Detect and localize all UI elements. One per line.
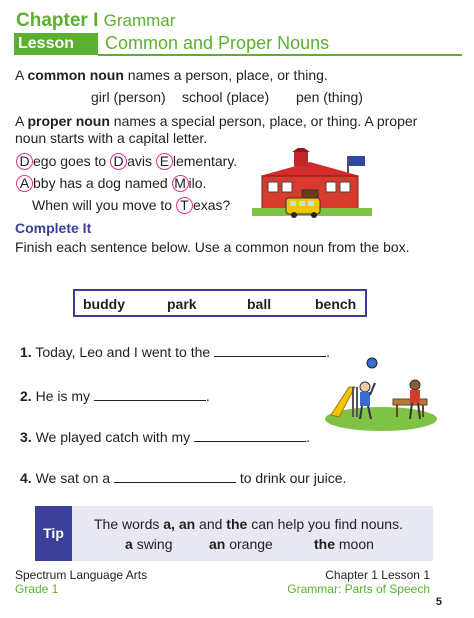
sentence-text: ego goes to <box>33 153 107 169</box>
exercise-item-1 <box>20 344 330 360</box>
footer-right-2: Grammar: Parts of Speech <box>287 582 430 596</box>
tip-bold: the <box>226 516 248 532</box>
capital-circle: E <box>156 153 173 170</box>
capital-circle: A <box>16 175 33 192</box>
school-illustration <box>252 148 372 223</box>
lesson-title: Common and Proper Nouns <box>105 33 330 53</box>
tip-label: Tip <box>35 506 72 561</box>
section-heading: Complete It <box>15 220 92 236</box>
tip-line-1 <box>94 516 403 532</box>
answer-blank[interactable] <box>94 388 206 401</box>
answer-blank[interactable] <box>114 470 236 483</box>
item-number: 4. <box>20 470 32 486</box>
item-text: We played catch with my <box>35 429 191 445</box>
tip-text: and <box>199 516 223 532</box>
capital-circle: M <box>172 175 189 192</box>
sentence-text: avis <box>127 153 152 169</box>
footer-right-1: Chapter 1 Lesson 1 <box>325 568 430 582</box>
proper-noun-definition <box>15 113 417 129</box>
capital-circle: T <box>176 197 193 214</box>
common-noun-definition <box>15 67 328 83</box>
example-sentence-2 <box>16 175 206 192</box>
example-3: pen (thing) <box>296 89 363 105</box>
def-text: A <box>15 113 24 129</box>
word-box-item: buddy <box>83 296 125 312</box>
tip-bold: a <box>125 536 133 552</box>
park-illustration <box>325 357 437 433</box>
sentence-text: bby has a dog named <box>33 175 168 191</box>
chapter-topic: Grammar <box>103 11 176 30</box>
proper-noun-definition-line2: noun starts with a capital letter. <box>15 130 208 146</box>
sentence-text: When will you move to <box>32 197 173 213</box>
example-sentence-1 <box>16 153 237 170</box>
def-text: names a person, place, or thing. <box>127 67 328 83</box>
tip-text: can help you find nouns. <box>251 516 403 532</box>
term-proper-noun: proper noun <box>27 113 110 129</box>
tip-box <box>72 506 433 561</box>
tip-text: moon <box>338 536 374 552</box>
footer-left-1: Spectrum Language Arts <box>15 568 148 582</box>
example-sentence-3 <box>32 197 230 214</box>
word-box-item: park <box>167 296 197 312</box>
tip-example-1 <box>125 536 172 552</box>
exercise-item-4 <box>20 470 346 486</box>
def-text: names a special person, place, or thing. A proper <box>113 113 418 129</box>
tip-example-3 <box>314 536 374 552</box>
exercise-item-3 <box>20 429 310 445</box>
def-text: A <box>15 67 24 83</box>
tip-example-2 <box>209 536 273 552</box>
word-box-item: bench <box>315 296 357 312</box>
tip-bold: an <box>209 536 226 552</box>
term-common-noun: common noun <box>27 67 124 83</box>
item-end: . <box>306 429 310 445</box>
capital-circle: D <box>16 153 33 170</box>
chapter-header <box>16 10 175 32</box>
exercise-item-2 <box>20 388 210 404</box>
answer-blank[interactable] <box>194 429 306 442</box>
instructions: Finish each sentence below. Use a common noun from the box. <box>15 239 410 255</box>
item-number: 2. <box>20 388 32 404</box>
word-box <box>73 289 367 317</box>
header-rule <box>98 54 462 56</box>
chapter-number: Chapter I <box>16 10 99 31</box>
sentence-text: ilo. <box>188 175 207 191</box>
page-number: 5 <box>435 596 442 608</box>
item-number: 1. <box>20 344 32 360</box>
example-1: girl (person) <box>91 89 166 105</box>
word-box-item: ball <box>247 296 272 312</box>
tip-bold: a, an <box>163 516 196 532</box>
sentence-text: exas? <box>192 197 231 213</box>
item-text: We sat on a <box>35 470 111 486</box>
tip-bold: the <box>314 536 335 552</box>
tip-text: swing <box>136 536 173 552</box>
answer-blank[interactable] <box>214 344 326 357</box>
item-end: . <box>205 388 210 404</box>
capital-circle: D <box>110 153 127 170</box>
lesson-number: Lesson 1.1 <box>18 35 75 70</box>
tip-text: orange <box>229 536 273 552</box>
sentence-text: lementary. <box>172 153 238 169</box>
item-text: Today, Leo and I went to the <box>35 344 211 360</box>
item-text: He is my <box>35 388 91 404</box>
footer-left-2: Grade 1 <box>15 582 59 596</box>
item-end: . <box>326 344 330 360</box>
tip-text: The words <box>94 516 160 532</box>
item-number: 3. <box>20 429 32 445</box>
example-2: school (place) <box>182 89 270 105</box>
lesson-badge <box>14 33 98 70</box>
item-end: to drink our juice. <box>239 470 347 486</box>
